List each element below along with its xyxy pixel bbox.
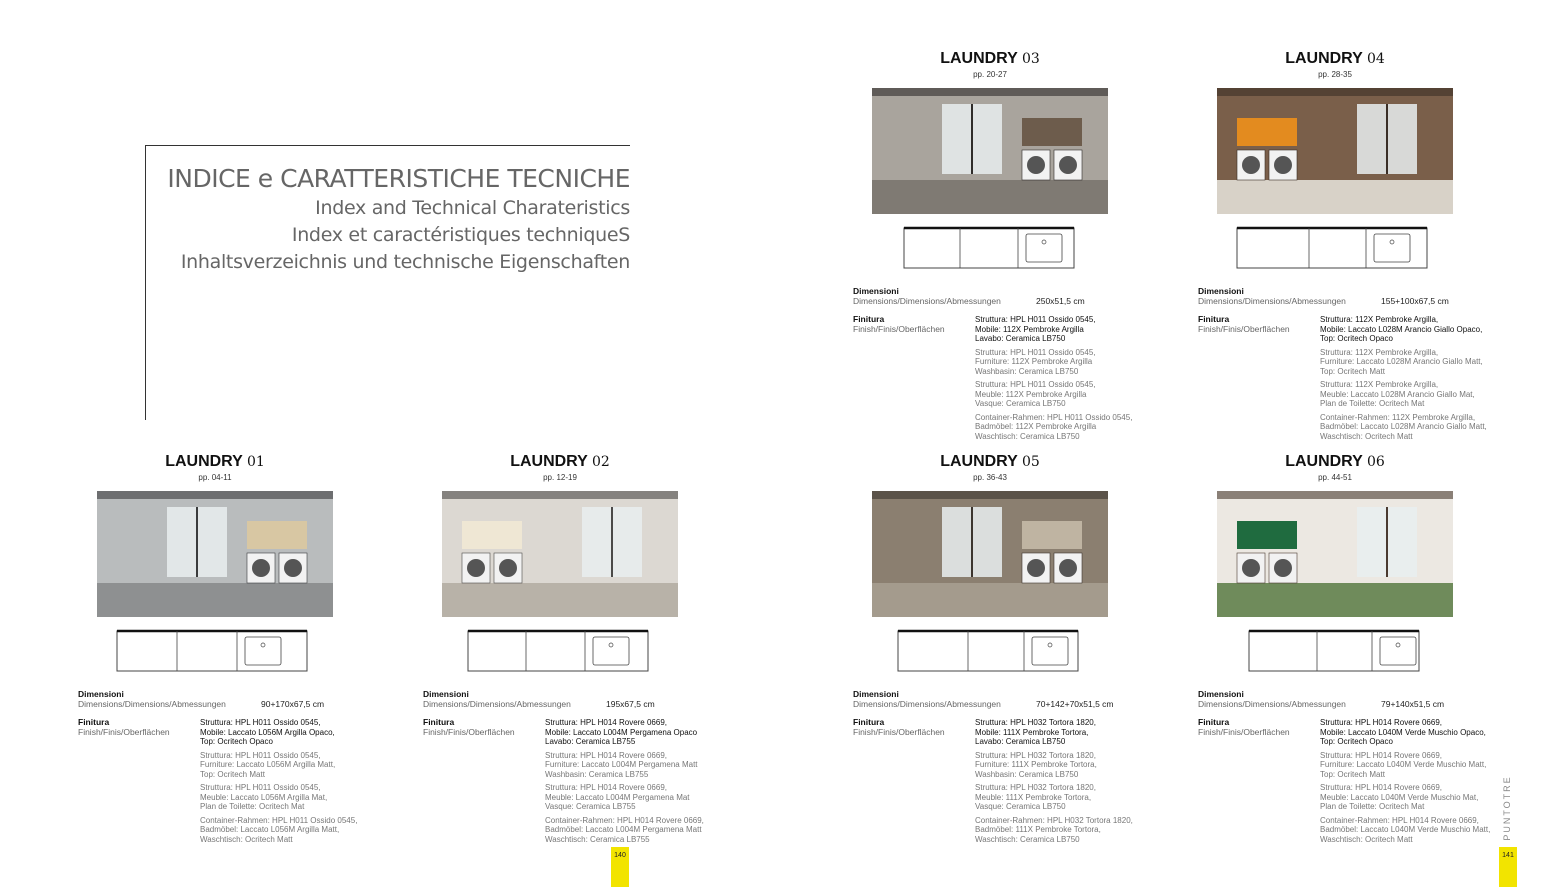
finish-line: Lavabo: Ceramica LB755	[545, 737, 636, 746]
finish-list	[1320, 718, 1490, 848]
finish-block	[200, 816, 357, 845]
dimensions-title: Dimensioni	[78, 689, 124, 699]
finish-block	[545, 718, 704, 747]
product-pages: pp. 28-35	[1318, 70, 1352, 79]
brand-text: PUNTOTRE	[1502, 775, 1512, 841]
dimensions-title: Dimensioni	[423, 689, 469, 699]
product-photo	[872, 88, 1108, 214]
index-title-italian: INDICE e CARATTERISTICHE TECNICHE	[167, 164, 630, 193]
product-floor-plan	[97, 625, 333, 677]
dimensions-value: 155+100x67,5 cm	[1381, 296, 1449, 306]
finish-line: Washbasin: Ceramica LB750	[975, 769, 1079, 779]
index-title-english: Index and Technical Charateristics	[315, 197, 630, 219]
dimensions-subtitle: Dimensions/Dimensions/Abmessungen	[853, 296, 1001, 306]
product-name: LAUNDRY	[940, 50, 1018, 67]
finish-line: Vasque: Ceramica LB750	[975, 802, 1066, 811]
finish-list	[545, 718, 704, 848]
finish-line: Struttura: HPL H014 Rovere 0669,	[545, 783, 667, 792]
finish-line: Badmöbel: Laccato L040M Verde Muschio Matt,	[1320, 825, 1491, 834]
finish-title: Finitura	[78, 717, 110, 727]
dimensions-value: 70+142+70x51,5 cm	[1036, 699, 1114, 709]
finish-line: Top: Ocritech Matt	[200, 769, 265, 779]
finish-line: Furniture: Laccato L040M Verde Muschio Matt,	[1320, 760, 1487, 769]
product-photo	[442, 491, 678, 617]
finish-line: Top: Ocritech Opaco	[1320, 737, 1393, 746]
finish-line: Struttura: HPL H014 Rovere 0669,	[1320, 750, 1442, 760]
finish-line: Plan de Toilette: Ocritech Mat	[1320, 802, 1425, 811]
finish-block	[975, 783, 1133, 812]
finish-line: Meuble: Laccato L040M Verde Muschio Mat,	[1320, 792, 1479, 802]
dimensions-label	[853, 689, 1001, 709]
finish-label	[78, 717, 170, 737]
finish-block	[200, 751, 357, 780]
finish-line: Waschtisch: Ceramica LB750	[975, 431, 1080, 441]
finish-block	[545, 816, 704, 845]
finish-block	[975, 751, 1133, 780]
finish-line: Badmöbel: Laccato L004M Pergamena Matt	[545, 825, 702, 834]
product-title	[1217, 453, 1453, 471]
product-title	[97, 453, 333, 471]
finish-line: Struttura: 112X Pembroke Argilla,	[1320, 380, 1439, 389]
finish-line: Container-Rahmen: HPL H032 Tortora 1820,	[975, 815, 1133, 825]
dimensions-label	[1198, 286, 1346, 306]
product-photo	[97, 491, 333, 617]
finish-block	[975, 816, 1133, 845]
finish-line: Meuble: Laccato L028M Arancio Giallo Mat,	[1320, 389, 1475, 399]
finish-line: Top: Ocritech Matt	[1320, 769, 1385, 779]
product-pages: pp. 44-51	[1318, 473, 1352, 482]
product-name: LAUNDRY	[1285, 453, 1363, 470]
page-number-right: 141	[1499, 847, 1517, 887]
product-name: LAUNDRY	[165, 453, 243, 470]
product-floor-plan	[872, 222, 1108, 274]
dimensions-subtitle: Dimensions/Dimensions/Abmessungen	[78, 699, 226, 709]
finish-list	[200, 718, 357, 848]
finish-label	[853, 717, 945, 737]
dimensions-value: 79+140x51,5 cm	[1381, 699, 1445, 709]
product-photo	[872, 491, 1108, 617]
finish-line: Lavabo: Ceramica LB750	[975, 334, 1066, 343]
finish-subtitle: Finish/Finis/Oberflächen	[78, 727, 170, 737]
finish-title: Finitura	[853, 717, 885, 727]
finish-block	[975, 413, 1132, 442]
product-floor-plan	[442, 625, 678, 677]
finish-title: Finitura	[1198, 717, 1230, 727]
finish-block	[1320, 380, 1487, 409]
finish-block	[545, 751, 704, 780]
index-heading	[167, 163, 630, 276]
product-name: LAUNDRY	[940, 453, 1018, 470]
product-card-laundry-02	[423, 453, 843, 853]
finish-line: Furniture: 111X Pembroke Tortora,	[975, 760, 1097, 769]
finish-line: Struttura: 112X Pembroke Argilla,	[1320, 347, 1439, 357]
finish-line: Struttura: HPL H011 Ossido 0545,	[200, 718, 321, 727]
finish-line: Struttura: HPL H011 Ossido 0545,	[200, 750, 321, 760]
dimensions-title: Dimensioni	[853, 689, 899, 699]
finish-line: Struttura: HPL H011 Ossido 0545,	[975, 380, 1096, 389]
finish-subtitle: Finish/Finis/Oberflächen	[423, 727, 515, 737]
dimensions-subtitle: Dimensions/Dimensions/Abmessungen	[853, 699, 1001, 709]
finish-line: Meuble: Laccato L056M Argilla Mat,	[200, 792, 328, 802]
finish-block	[200, 718, 357, 747]
finish-block	[1320, 816, 1490, 845]
finish-title: Finitura	[853, 314, 885, 324]
finish-line: Waschtisch: Ceramica LB755	[545, 834, 650, 844]
index-title-french: Index et caractéristiques techniqueS	[291, 224, 630, 246]
finish-list	[975, 315, 1132, 445]
finish-block	[1320, 783, 1490, 812]
product-pages: pp. 36-43	[973, 473, 1007, 482]
finish-block	[1320, 315, 1487, 344]
finish-subtitle: Finish/Finis/Oberflächen	[1198, 324, 1290, 334]
finish-line: Struttura: HPL H032 Tortora 1820,	[975, 750, 1096, 760]
finish-line: Mobile: 111X Pembroke Tortora,	[975, 727, 1089, 737]
finish-subtitle: Finish/Finis/Oberflächen	[853, 727, 945, 737]
finish-label	[423, 717, 515, 737]
dimensions-label	[78, 689, 226, 709]
index-title-german: Inhaltsverzeichnis und technische Eigenschaften	[180, 251, 630, 273]
product-pages: pp. 12-19	[543, 473, 577, 482]
finish-line: Struttura: HPL H011 Ossido 0545,	[975, 315, 1096, 324]
finish-line: Furniture: 112X Pembroke Argilla	[975, 357, 1093, 366]
dimensions-value: 90+170x67,5 cm	[261, 699, 325, 709]
finish-line: Meuble: 112X Pembroke Argilla	[975, 389, 1087, 399]
finish-line: Container-Rahmen: 112X Pembroke Argilla,	[1320, 412, 1476, 422]
finish-line: Container-Rahmen: HPL H011 Ossido 0545,	[975, 412, 1133, 422]
finish-line: Mobile: Laccato L056M Argilla Opaco,	[200, 727, 335, 737]
finish-line: Waschtisch: Ocritech Matt	[1320, 834, 1413, 844]
finish-line: Mobile: Laccato L028M Arancio Giallo Opaco,	[1320, 324, 1483, 334]
brand-logo	[1500, 770, 1514, 846]
finish-label	[1198, 717, 1290, 737]
finish-line: Struttura: HPL H014 Rovere 0669,	[545, 750, 667, 760]
finish-line: Badmöbel: 111X Pembroke Tortora,	[975, 825, 1101, 834]
dimensions-label	[853, 286, 1001, 306]
finish-line: Badmöbel: 112X Pembroke Argilla	[975, 422, 1097, 431]
finish-line: Top: Ocritech Opaco	[1320, 334, 1393, 343]
finish-block	[1320, 751, 1490, 780]
finish-block	[975, 348, 1132, 377]
finish-line: Meuble: Laccato L004M Pergamena Mat	[545, 792, 690, 802]
page-number-left: 140	[611, 847, 629, 887]
product-title	[442, 453, 678, 471]
finish-label	[1198, 314, 1290, 334]
finish-line: Top: Ocritech Matt	[1320, 366, 1385, 376]
product-photo	[1217, 491, 1453, 617]
finish-line: Plan de Toilette: Ocritech Mat	[200, 802, 305, 811]
product-name: LAUNDRY	[510, 453, 588, 470]
dimensions-subtitle: Dimensions/Dimensions/Abmessungen	[1198, 296, 1346, 306]
finish-line: Furniture: Laccato L056M Argilla Matt,	[200, 760, 336, 769]
finish-line: Washbasin: Ceramica LB750	[975, 366, 1079, 376]
finish-line: Lavabo: Ceramica LB750	[975, 737, 1066, 746]
product-floor-plan	[1217, 625, 1453, 677]
finish-line: Struttura: HPL H032 Tortora 1820,	[975, 783, 1096, 792]
finish-subtitle: Finish/Finis/Oberflächen	[853, 324, 945, 334]
finish-block	[545, 783, 704, 812]
finish-line: Container-Rahmen: HPL H014 Rovere 0669,	[545, 815, 704, 825]
finish-line: Mobile: Laccato L004M Pergamena Opaco	[545, 727, 698, 737]
product-pages: pp. 04-11	[198, 473, 232, 482]
finish-title: Finitura	[423, 717, 455, 727]
finish-line: Badmöbel: Laccato L056M Argilla Matt,	[200, 825, 340, 834]
dimensions-subtitle: Dimensions/Dimensions/Abmessungen	[1198, 699, 1346, 709]
finish-block	[975, 315, 1132, 344]
finish-block	[975, 380, 1132, 409]
finish-title: Finitura	[1198, 314, 1230, 324]
finish-line: Struttura: HPL H011 Ossido 0545,	[975, 347, 1096, 357]
product-floor-plan	[1217, 222, 1453, 274]
finish-line: Struttura: HPL H032 Tortora 1820,	[975, 718, 1096, 727]
finish-line: Mobile: Laccato L040M Verde Muschio Opaco,	[1320, 727, 1486, 737]
product-number: 02	[591, 454, 610, 470]
dimensions-title: Dimensioni	[1198, 286, 1244, 296]
product-name: LAUNDRY	[1285, 50, 1363, 67]
finish-line: Struttura: HPL H011 Ossido 0545,	[200, 783, 321, 792]
product-number: 03	[1021, 51, 1040, 67]
dimensions-subtitle: Dimensions/Dimensions/Abmessungen	[423, 699, 571, 709]
finish-subtitle: Finish/Finis/Oberflächen	[1198, 727, 1290, 737]
dimensions-value: 195x67,5 cm	[606, 699, 655, 709]
finish-block	[200, 783, 357, 812]
product-card-laundry-04	[1198, 50, 1550, 450]
product-number: 05	[1021, 454, 1040, 470]
finish-line: Struttura: HPL H014 Rovere 0669,	[1320, 718, 1442, 727]
finish-list	[1320, 315, 1487, 445]
finish-line: Top: Ocritech Opaco	[200, 737, 273, 746]
finish-block	[975, 718, 1133, 747]
product-photo	[1217, 88, 1453, 214]
finish-line: Furniture: Laccato L004M Pergamena Matt	[545, 760, 698, 769]
finish-block	[1320, 348, 1487, 377]
finish-list	[975, 718, 1133, 848]
finish-block	[1320, 718, 1490, 747]
product-pages: pp. 20-27	[973, 70, 1007, 79]
dimensions-label	[1198, 689, 1346, 709]
finish-block	[1320, 413, 1487, 442]
finish-line: Washbasin: Ceramica LB755	[545, 769, 649, 779]
finish-label	[853, 314, 945, 334]
product-number: 01	[246, 454, 265, 470]
finish-line: Meuble: 111X Pembroke Tortora,	[975, 792, 1092, 802]
finish-line: Container-Rahmen: HPL H011 Ossido 0545,	[200, 815, 358, 825]
finish-line: Waschtisch: Ocritech Matt	[1320, 431, 1413, 441]
product-title	[872, 50, 1108, 68]
finish-line: Furniture: Laccato L028M Arancio Giallo Matt,	[1320, 357, 1483, 366]
product-number: 04	[1366, 51, 1385, 67]
product-number: 06	[1366, 454, 1385, 470]
dimensions-label	[423, 689, 571, 709]
product-title	[872, 453, 1108, 471]
finish-line: Plan de Toilette: Ocritech Mat	[1320, 399, 1425, 408]
finish-line: Badmöbel: Laccato L028M Arancio Giallo Matt,	[1320, 422, 1487, 431]
finish-line: Struttura: HPL H014 Rovere 0669,	[1320, 783, 1442, 792]
finish-line: Struttura: 112X Pembroke Argilla,	[1320, 315, 1439, 324]
finish-line: Vasque: Ceramica LB755	[545, 802, 636, 811]
finish-line: Waschtisch: Ocritech Matt	[200, 834, 293, 844]
product-card-laundry-06	[1198, 453, 1550, 853]
dimensions-title: Dimensioni	[853, 286, 899, 296]
finish-line: Struttura: HPL H014 Rovere 0669,	[545, 718, 667, 727]
finish-line: Mobile: 112X Pembroke Argilla	[975, 324, 1084, 334]
dimensions-title: Dimensioni	[1198, 689, 1244, 699]
finish-line: Vasque: Ceramica LB750	[975, 399, 1066, 408]
finish-line: Waschtisch: Ceramica LB750	[975, 834, 1080, 844]
finish-line: Container-Rahmen: HPL H014 Rovere 0669,	[1320, 815, 1479, 825]
product-title	[1217, 50, 1453, 68]
dimensions-value: 250x51,5 cm	[1036, 296, 1085, 306]
product-floor-plan	[872, 625, 1108, 677]
